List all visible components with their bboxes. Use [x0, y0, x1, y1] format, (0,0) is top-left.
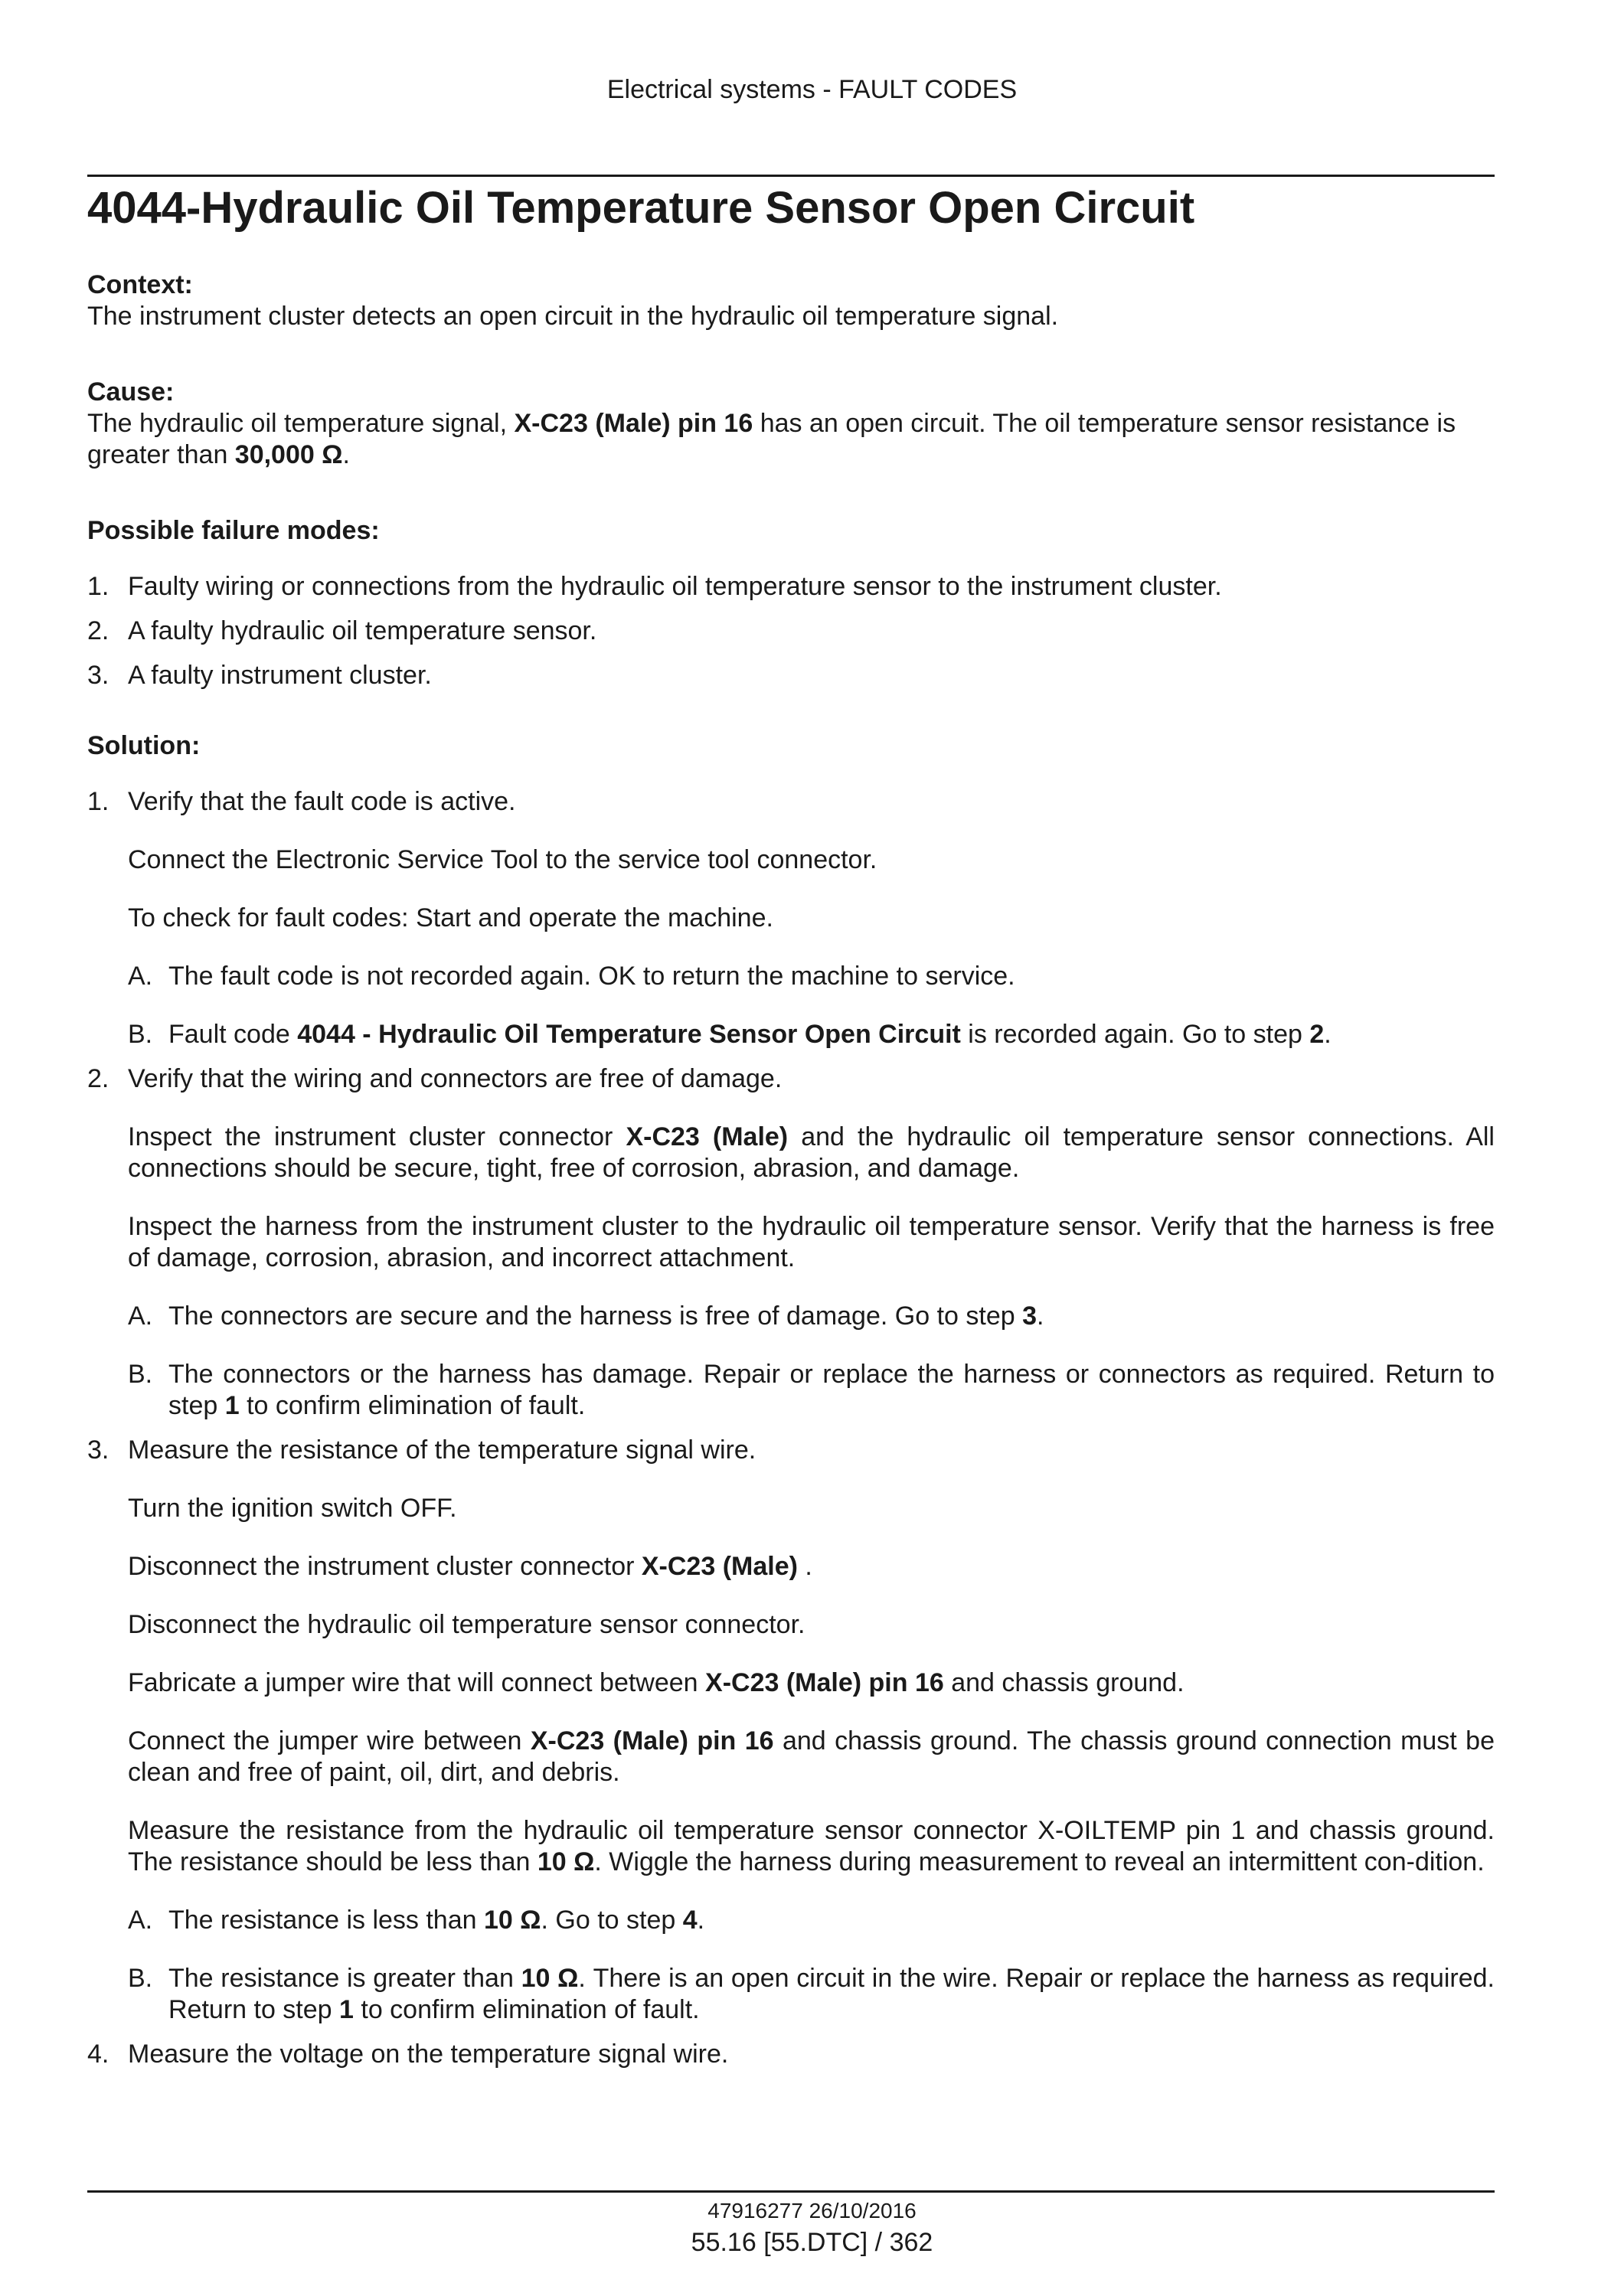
solution-step-3: 3. Measure the resistance of the temperature signal wire. Turn the ignition switch OFF. Disconnect the instrument cluster connector X-C23 (Male) . Disconnect the hydraulic oil temperature sensor connector. Fabricate a jumper wire that will connect between X-C23 (Male) pin 16 and chassis ground. Connect the jumper wire between X-C23 (Male) pin 16 and chassis ground. The chassis ground connection must be clean and free of paint, oil, dirt, and debris. Measure the resistance from the hydraulic oil temperature sensor connector X-OILTEMP pin 1 and chassis ground. The resistance should be less than 10 Ω. Wiggle the harness during measurement to reveal an intermittent con-dition. A. The resistance is less than 10 Ω. Go to step 4. B. The resistance is greater than 10 Ω. There is an open circuit in the wire. Repair or replace the harness as required. Return to step 1 to confirm elimination of fault. [87, 1435, 1495, 2024]
step-instruction: Connect the jumper wire between X-C23 (Male) pin 16 and chassis ground. The chassis ground connection must be clean and free of paint, oil, dirt, and debris. [128, 1726, 1495, 1787]
step-instruction: Inspect the instrument cluster connector X-C23 (Male) and the hydraulic oil temperature sensor connections. All connections should be secure, tight, free of corrosion, abrasion, and damage. [128, 1122, 1495, 1183]
footer-page-number: 55.16 [55.DTC] / 362 [691, 2228, 933, 2257]
footer-rule [87, 2190, 1495, 2193]
list-item: 3. A faulty instrument cluster. [87, 661, 432, 690]
solution-step-2: 2. Verify that the wiring and connectors are free of damage. Inspect the instrument cluster connector X-C23 (Male) and the hydraulic oil temperature sensor connections. All connections should be secure, tight, free of corrosion, abrasion, and damage. Inspect the harness from the instrument cluster to the hydraulic oil temperature sensor. Verify that the harness is free of damage, corrosion, abrasion, and incorrect attachment. A. The connectors are secure and the harness is free of damage. Go to step 3. B. The connectors or the harness has damage. Repair or replace the harness or connectors as required. Return to step 1 to confirm elimination of fault. [87, 1064, 1495, 1420]
failure-modes-list [87, 571, 1495, 691]
outcome-b: B. The connectors or the harness has damage. Repair or replace the harness or connectors as required. Return to step 1 to confirm elimination of fault. [128, 1360, 1495, 1420]
step-heading: Measure the voltage on the temperature signal wire. [128, 2040, 729, 2069]
step-outcomes [128, 1905, 1495, 2026]
outcome-a: A. The connectors are secure and the harness is free of damage. Go to step 3. [128, 1302, 1044, 1331]
step-heading: Verify that the wiring and connectors are free of damage. [128, 1064, 783, 1093]
step-heading: Verify that the fault code is active. [128, 787, 516, 816]
list-item: 1. Faulty wiring or connections from the hydraulic oil temperature sensor to the instrument cluster. [87, 572, 1222, 601]
cause-label: Cause: [87, 377, 175, 407]
context-text: The instrument cluster detects an open circuit in the hydraulic oil temperature signal. [87, 302, 1059, 331]
footer-document-reference: 47916277 26/10/2016 [707, 2199, 917, 2223]
outcome-b: B. Fault code 4044 - Hydraulic Oil Temperature Sensor Open Circuit is recorded again. Go to step 2. [128, 1020, 1332, 1049]
resistance-value: 30,000 Ω [234, 440, 343, 469]
header-rule [87, 175, 1495, 177]
solution-step-4: 4. Measure the voltage on the temperature signal wire. [87, 2039, 1495, 2070]
solution-steps [87, 786, 1495, 2070]
solution-label: Solution: [87, 731, 201, 760]
step-instruction: Fabricate a jumper wire that will connect between X-C23 (Male) pin 16 and chassis ground. [128, 1668, 1185, 1697]
running-header: Electrical systems - FAULT CODES [606, 75, 1018, 104]
outcome-b: B. The resistance is greater than 10 Ω. There is an open circuit in the wire. Repair or replace the harness as required. Return to step 1 to confirm elimination of fault. [128, 1964, 1495, 2024]
connector-pin-ref: X-C23 (Male) pin 16 [514, 409, 753, 438]
failure-modes-label: Possible failure modes: [87, 516, 380, 545]
step-outcomes [128, 1301, 1495, 1422]
solution-step-1: 1. Verify that the fault code is active. Connect the Electronic Service Tool to the service tool connector. To check for fault codes: Start and operate the machine. A. The fault code is not recorded again. OK to return the machine to service. B. Fault code 4044 - Hydraulic Oil Temperature Sensor Open Circuit is recorded again. Go to step 2. [87, 786, 1495, 1050]
outcome-a: A. The fault code is not recorded again. OK to return the machine to service. [128, 962, 1015, 991]
list-item: 2. A faulty hydraulic oil temperature sensor. [87, 616, 597, 645]
step-instruction: Measure the resistance from the hydraulic oil temperature sensor connector X-OILTEMP pin 1 and chassis ground. The resistance should be less than 10 Ω. Wiggle the harness during measurement to reveal an intermittent con-dition. [128, 1816, 1495, 1876]
step-outcomes [128, 961, 1495, 1050]
document-body [87, 269, 1495, 2070]
step-instruction: Disconnect the hydraulic oil temperature sensor connector. [128, 1610, 805, 1639]
step-instruction: Disconnect the instrument cluster connector X-C23 (Male) . [128, 1552, 812, 1581]
step-instruction: Turn the ignition switch OFF. [128, 1494, 457, 1523]
step-instruction: Connect the Electronic Service Tool to the service tool connector. [128, 845, 877, 874]
cause-text: The hydraulic oil temperature signal, X-C23 (Male) pin 16 has an open circuit. The oil temperature sensor resistance is greater than 30,000 Ω. [87, 409, 1456, 469]
step-instruction: To check for fault codes: Start and operate the machine. [128, 903, 773, 932]
cause-section [87, 377, 1495, 471]
fault-code-title: 4044-Hydraulic Oil Temperature Sensor Open Circuit [87, 183, 1195, 233]
step-instruction: Inspect the harness from the instrument cluster to the hydraulic oil temperature sensor. Verify that the harness is free of damage, corrosion, abrasion, and incorrect attachment. [128, 1212, 1495, 1272]
context-section [87, 269, 1495, 332]
context-label: Context: [87, 270, 193, 299]
outcome-a: A. The resistance is less than 10 Ω. Go to step 4. [128, 1906, 705, 1935]
step-heading: Measure the resistance of the temperature signal wire. [128, 1435, 756, 1465]
